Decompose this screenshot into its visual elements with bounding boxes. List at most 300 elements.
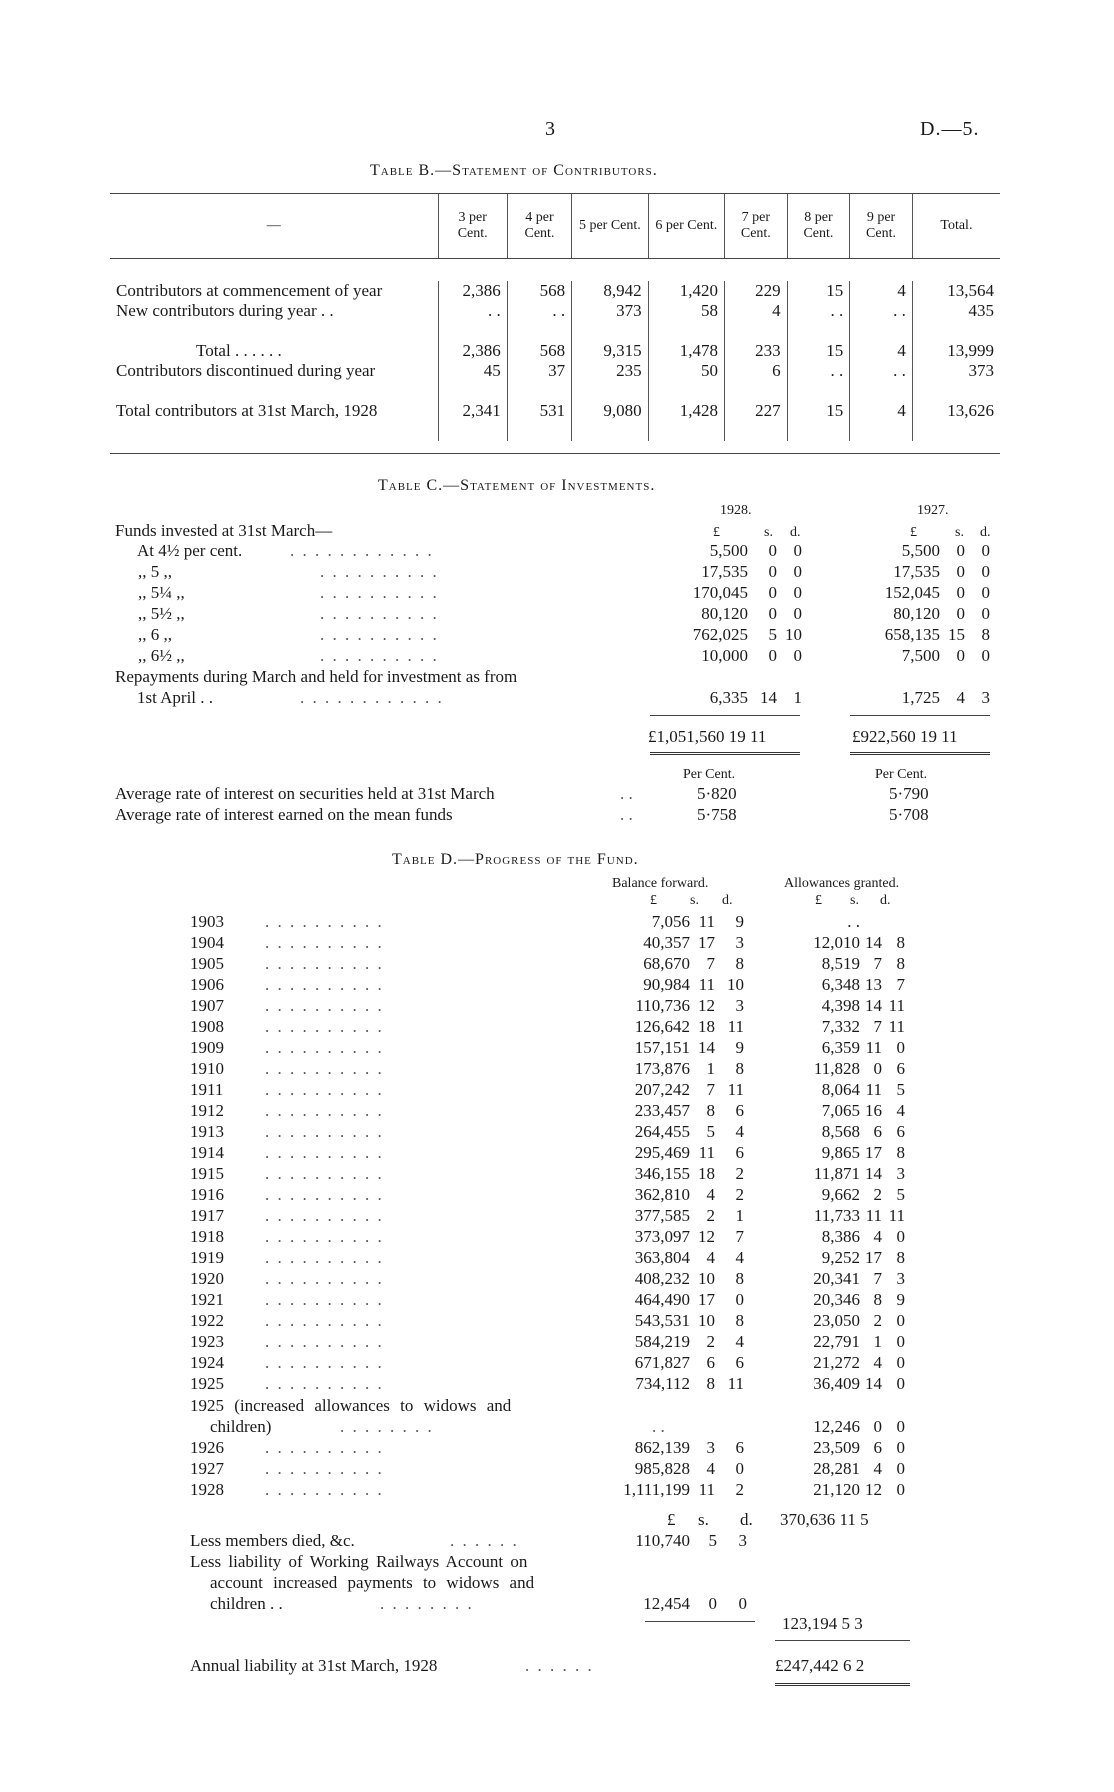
year-label: 1919 [190,1248,224,1267]
table-b-header-blank: — [110,194,438,259]
avg-rate-1928: 5·758 [697,805,737,824]
cell: 227 [725,401,788,421]
balance-shillings: 17 [698,1290,715,1309]
value-1928-shillings: 0 [768,604,777,623]
allowance-shillings: 4 [873,1459,882,1478]
value-1928-pounds: 10,000 [701,646,748,665]
table-row [110,361,1000,381]
cell: 4 [850,281,913,301]
shillings-label: s. [764,525,773,540]
leader-dots: . . . . . . . . . . [265,1059,384,1078]
value-1927-pounds: 658,135 [884,625,940,644]
allowance-pounds: 8,386 [821,1227,860,1246]
balance-pence: 9 [735,1038,744,1057]
allowance-shillings: 4 [873,1227,882,1246]
cell: 2,386 [438,341,507,361]
allowance-shillings: 17 [865,1143,882,1162]
balance-pounds: 40,357 [643,933,690,952]
balance-pence: 6 [735,1101,744,1120]
allowance-pence: 5 [896,1185,905,1204]
increased-allowances-label-cont: children) [210,1417,272,1436]
allowance-pounds: 12,010 [813,933,860,952]
col-header-5pc: 5 per Cent. [572,194,648,259]
balance-pounds: 7,056 [651,912,690,931]
annual-liability-label: Annual liability at 31st March, 1928 [190,1656,438,1675]
balance-pounds: 464,490 [634,1290,690,1309]
year-label: 1916 [190,1185,224,1204]
leader-dots: . . . . . . [525,1656,594,1675]
cell: . . [787,361,850,381]
pence-label: d. [980,525,991,540]
increased-balance: . . [652,1417,665,1436]
balance-pence: 11 [727,1080,744,1099]
value-1927-shillings: 0 [956,646,965,665]
allowance-shillings: 12 [865,1480,882,1499]
col-header-total: Total. [912,194,1000,259]
value-1927-pounds: 17,535 [893,562,940,581]
year-label: 1909 [190,1038,224,1057]
pence-label: d. [880,893,891,908]
pence-label: d. [740,1510,753,1529]
allowance-pounds: 11,828 [813,1059,860,1078]
value-1927-shillings: 0 [956,583,965,602]
allowance-pounds: 36,409 [813,1374,860,1393]
balance-shillings: 11 [698,1480,715,1499]
col-balance-forward: Balance forward. [612,876,709,891]
value-1928-shillings: 0 [768,562,777,581]
row-label: Total . . . . . . [196,340,282,360]
avg-rate-1927: 5·708 [889,805,929,824]
year-label: 1921 [190,1290,224,1309]
cell: 13,626 [912,401,1000,421]
balance-shillings: 11 [698,1143,715,1162]
year-label: 1915 [190,1164,224,1183]
leader-dots: . . . . . . . . . . [320,583,439,602]
leader-dots: . . . . . . . . . . [265,1227,384,1246]
balance-pounds: 346,155 [634,1164,690,1183]
leader-dots: . . . . . . . . . . [265,954,384,973]
cell: 568 [507,281,571,301]
allowance-pence: 7 [896,975,905,994]
row-label: Contributors at commencement of year [116,280,383,300]
balance-pounds: 173,876 [634,1059,690,1078]
balance-pence: 6 [735,1143,744,1162]
year-1927-heading: 1927. [917,503,949,518]
value-1927-shillings: 0 [956,541,965,560]
repayments-label: Repayments during March and held for investment as from [115,667,518,686]
value-1927-pence: 0 [981,541,990,560]
balance-shillings: 18 [698,1017,715,1036]
year-label: 1913 [190,1122,224,1141]
leader-dots: . . . . . . . . . . [265,912,384,931]
cell: 9,315 [572,341,648,361]
leader-dots: . . . . . . . . . . [265,1332,384,1351]
value-1927-pence: 8 [981,625,990,644]
allowance-shillings: 7 [873,1269,882,1288]
annual-liability-value: £247,442 6 2 [775,1656,865,1675]
allowance-shillings: 6 [873,1438,882,1457]
balance-pounds: 295,469 [634,1143,690,1162]
balance-pounds: 985,828 [634,1459,690,1478]
balance-pence: 4 [735,1332,744,1351]
leader-dots: . . . . . . . . . . [265,975,384,994]
value-1927-pounds: 7,500 [901,646,940,665]
value-1927-pounds: 80,120 [893,604,940,623]
pence-label: d. [790,525,801,540]
cell: 233 [725,341,788,361]
col-header-4pc: 4 per Cent. [507,194,571,259]
allowance-pence: 8 [896,1248,905,1267]
table-row [110,341,1000,361]
allowance-pence: 3 [896,1164,905,1183]
balance-pence: 10 [727,975,744,994]
value-1928-pence: 0 [793,541,802,560]
balance-shillings: 5 [706,1122,715,1141]
allowance-pounds: 7,332 [821,1017,860,1036]
less-died-pounds: 110,740 [635,1531,690,1550]
table-d-title: Table D.—Progress of the Fund. [392,851,639,868]
year-label: 1928 [190,1480,224,1499]
value-1927-pence: 3 [981,688,990,707]
leader-dots: . . . . . . . . . . [320,625,439,644]
total-double-rule [850,752,990,755]
avg-rate-1927: 5·790 [889,784,929,803]
year-label: 1917 [190,1206,224,1225]
value-1928-shillings: 14 [760,688,777,707]
col-header-9pc: 9 per Cent. [850,194,913,259]
cell: 1,420 [648,281,724,301]
table-row [110,281,1000,301]
balance-pence: 4 [735,1248,744,1267]
allowance-pounds: 6,359 [821,1038,860,1057]
row-label: New contributors during year . . [116,300,334,320]
year-label: 1923 [190,1332,224,1351]
balance-pence: 4 [735,1122,744,1141]
allowance-pence: 3 [896,1269,905,1288]
year-label: 1918 [190,1227,224,1246]
leader-dots: . . . . . . . . . . [265,1206,384,1225]
leader-dots: . . . . . . . . . . [265,933,384,952]
cell: 4 [725,301,788,321]
leader-dots: . . . . . . . . . . [320,646,439,665]
deductions-total: 123,194 5 3 [782,1614,863,1633]
allowance-pence: 8 [896,933,905,952]
allowance-pounds: 21,272 [813,1353,860,1372]
repayments-label-cont: 1st April . . [137,688,214,707]
balance-shillings: 10 [698,1311,715,1330]
balance-pounds: 126,642 [634,1017,690,1036]
allowance-shillings: 14 [865,1374,882,1393]
leader-dots: . . . . . . . . . . [320,562,439,581]
balance-shillings: 4 [706,1248,715,1267]
value-1927-shillings: 0 [956,562,965,581]
balance-pence: 9 [735,912,744,931]
allowance-pence: 8 [896,954,905,973]
balance-shillings: 18 [698,1164,715,1183]
less-liability-pounds: 12,454 [643,1594,690,1613]
table-b [110,193,1000,441]
shillings-label: s. [698,1510,709,1529]
cell: 8,942 [572,281,648,301]
balance-pence: 8 [735,954,744,973]
value-1928-pence: 0 [793,583,802,602]
balance-shillings: 12 [698,996,715,1015]
balance-pounds: 157,151 [634,1038,690,1057]
balance-pence: 8 [735,1269,744,1288]
balance-shillings: 3 [706,1438,715,1457]
final-double-rule [775,1683,910,1686]
shillings-label: s. [955,525,964,540]
less-liability-label-cont: children . . [210,1594,283,1613]
year-label: 1925 [190,1374,224,1393]
balance-shillings: 10 [698,1269,715,1288]
year-1928-heading: 1928. [720,503,752,518]
year-label: 1924 [190,1353,224,1372]
allowance-pounds: 28,281 [813,1459,860,1478]
balance-pence: 3 [735,996,744,1015]
value-1928-shillings: 5 [768,625,777,644]
balance-pounds: 363,804 [634,1248,690,1267]
value-1927-pence: 0 [981,583,990,602]
leader-dots: . . . . . . . . . . . . [300,688,444,707]
allowance-pence: 0 [896,1353,905,1372]
balance-pence: 6 [735,1438,744,1457]
allowance-shillings: 11 [865,1038,882,1057]
allowance-pence: 11 [888,1017,905,1036]
year-label: 1926 [190,1438,224,1457]
balance-shillings: 6 [706,1353,715,1372]
value-1928-pence: 0 [793,646,802,665]
shillings-label: s. [690,893,699,908]
leader-dots: . . . . . . . . . . [265,1438,384,1457]
balance-shillings: 4 [706,1459,715,1478]
col-allowances-granted: Allowances granted. [784,876,900,891]
allowance-pence: 0 [896,1227,905,1246]
allowance-pounds: 20,341 [813,1269,860,1288]
allowance-shillings: 7 [873,954,882,973]
value-1928-pounds: 80,120 [701,604,748,623]
cell: 13,999 [912,341,1000,361]
allowance-shillings: 11 [865,1080,882,1099]
pence-label: d. [722,893,733,908]
allowance-shillings: 14 [865,933,882,952]
leader-dots: . . . . . . . . . . [265,1480,384,1499]
allowance-shillings: 0 [873,1417,882,1436]
total-double-rule [650,752,800,755]
value-1928-pence: 1 [793,688,802,707]
allowance-pounds: 22,791 [813,1332,860,1351]
year-label: 1907 [190,996,224,1015]
allowance-shillings: 6 [873,1122,882,1141]
leader-dots: . . [620,784,633,803]
deductions-rule [645,1621,755,1622]
cell: 4 [850,401,913,421]
allowance-pence: 11 [888,1206,905,1225]
value-1927-pounds: 152,045 [884,583,940,602]
balance-shillings: 2 [706,1206,715,1225]
balance-shillings: 1 [706,1059,715,1078]
balance-pounds: 1,111,199 [623,1480,690,1499]
row-label: Contributors discontinued during year [116,360,376,380]
allowance-pounds: 6,348 [821,975,860,994]
year-label: 1920 [190,1269,224,1288]
allowance-pence: 4 [896,1101,905,1120]
year-label: 1927 [190,1459,224,1478]
balance-pence: 2 [735,1164,744,1183]
cell: 37 [507,361,571,381]
balance-pounds: 264,455 [634,1122,690,1141]
balance-shillings: 7 [706,1080,715,1099]
table-row [110,301,1000,321]
table-b-title: Table B.—Statement of Contributors. [370,162,658,179]
year-label: 1903 [190,912,224,931]
value-1928-shillings: 0 [768,646,777,665]
balance-shillings: 2 [706,1332,715,1351]
allowance-pounds: 11,733 [813,1206,860,1225]
balance-pence: 2 [735,1185,744,1204]
allowance-pence: 0 [896,1332,905,1351]
less-liability-shillings: 0 [708,1594,717,1613]
allowance-pence: 6 [896,1059,905,1078]
table-c-title: Table C.—Statement of Investments. [378,477,656,494]
less-died-shillings: 5 [708,1531,717,1550]
col-header-3pc: 3 per Cent. [438,194,507,259]
leader-dots: . . . . . . . . . . [265,1038,384,1057]
cell: 373 [912,361,1000,381]
leader-dots: . . . . . . . . . . [265,1374,384,1393]
avg-rate-1928: 5·820 [697,784,737,803]
balance-pounds: 68,670 [643,954,690,973]
pounds-label: £ [910,525,917,540]
leader-dots: . . . . . . . . . . [265,1080,384,1099]
allowance-shillings: 11 [865,1206,882,1225]
allowance-shillings: 1 [873,1332,882,1351]
balance-pounds: 377,585 [634,1206,690,1225]
value-1928-shillings: 0 [768,583,777,602]
col-header-7pc: 7 per Cent. [725,194,788,259]
balance-shillings: 12 [698,1227,715,1246]
cell: 2,341 [438,401,507,421]
funds-heading: Funds invested at 31st March— [115,521,333,540]
balance-pounds: 362,810 [634,1185,690,1204]
balance-pence: 11 [727,1374,744,1393]
value-1928-shillings: 0 [768,541,777,560]
cell: 235 [572,361,648,381]
row-label: Total contributors at 31st March, 1928 [116,400,378,420]
balance-shillings: 11 [698,975,715,994]
allowance-pence: 0 [896,1374,905,1393]
value-1928-pence: 0 [793,604,802,623]
year-label: 1912 [190,1101,224,1120]
pounds-label: £ [713,525,720,540]
balance-pence: 0 [735,1459,744,1478]
cell: 4 [850,341,913,361]
balance-shillings: 8 [706,1374,715,1393]
leader-dots: . . . . . . . . . . [265,1269,384,1288]
cell: . . [850,301,913,321]
col-header-8pc: 8 per Cent. [787,194,850,259]
allowance-shillings: 8 [873,1290,882,1309]
cell: 1,428 [648,401,724,421]
balance-shillings: 4 [706,1185,715,1204]
balance-pounds: 408,232 [634,1269,690,1288]
total-1927: £922,560 19 11 [852,727,958,746]
less-died-pence: 3 [738,1531,747,1550]
allowance-pence: 11 [888,996,905,1015]
allowance-shillings: 14 [865,996,882,1015]
balance-pence: 3 [735,933,744,952]
year-label: 1906 [190,975,224,994]
allowance-pounds: 9,865 [821,1143,860,1162]
cell: 9,080 [572,401,648,421]
allowance-shillings: 2 [873,1311,882,1330]
invest-row-label: ,, 6 ,, [138,625,172,644]
document-reference: D.—5. [920,118,980,140]
year-label: 1914 [190,1143,224,1162]
value-1928-pence: 10 [785,625,802,644]
cell: 45 [438,361,507,381]
balance-pence: 7 [735,1227,744,1246]
avg-rate-label: Average rate of interest earned on the mean funds [115,805,453,824]
value-1928-pounds: 6,335 [709,688,748,707]
value-1928-pounds: 17,535 [701,562,748,581]
cell: 2,386 [438,281,507,301]
shillings-label: s. [850,893,859,908]
value-1927-shillings: 0 [956,604,965,623]
value-1928-pounds: 5,500 [709,541,748,560]
value-1927-shillings: 15 [948,625,965,644]
value-1927-pounds: 5,500 [901,541,940,560]
leader-dots: . . . . . . . . . . [265,1164,384,1183]
pounds-label: £ [667,1510,676,1529]
cell: 15 [787,281,850,301]
per-cent-label-1928: Per Cent. [683,767,736,782]
allowance-pounds: 20,346 [813,1290,860,1309]
allowance-pence: 0 [896,1311,905,1330]
year-label: 1905 [190,954,224,973]
allowance-pounds: 8,519 [821,954,860,973]
allowance-pounds: 9,252 [821,1248,860,1267]
allowance-shillings: 17 [865,1248,882,1267]
less-died-label: Less members died, &c. [190,1531,355,1550]
balance-pounds: 233,457 [634,1101,690,1120]
year-label: 1910 [190,1059,224,1078]
allowance-shillings: 2 [873,1185,882,1204]
total-1928: £1,051,560 19 11 [648,727,767,746]
leader-dots: . . . . . . . . . . [265,1248,384,1267]
balance-pounds: 373,097 [634,1227,690,1246]
value-1928-pence: 0 [793,562,802,581]
balance-pounds: 734,112 [635,1374,690,1393]
allowance-pounds: 8,064 [821,1080,860,1099]
allowance-pence: 0 [896,1480,905,1499]
cell: 568 [507,341,571,361]
cell: 50 [648,361,724,381]
allowance-pence: 0 [896,1438,905,1457]
subtotal-rule [850,715,990,716]
invest-row-label: ,, 5½ ,, [138,604,185,623]
col-header-6pc: 6 per Cent. [648,194,724,259]
balance-pence: 11 [727,1017,744,1036]
allowance-pounds: 11,871 [813,1164,860,1183]
subtotal-rule [650,715,800,716]
cell: 15 [787,341,850,361]
value-1928-pounds: 762,025 [692,625,748,644]
cell: 373 [572,301,648,321]
leader-dots: . . . . . . . . . . [265,996,384,1015]
leader-dots: . . . . . . . . . . [265,1101,384,1120]
allowance-pounds: 23,509 [813,1438,860,1457]
